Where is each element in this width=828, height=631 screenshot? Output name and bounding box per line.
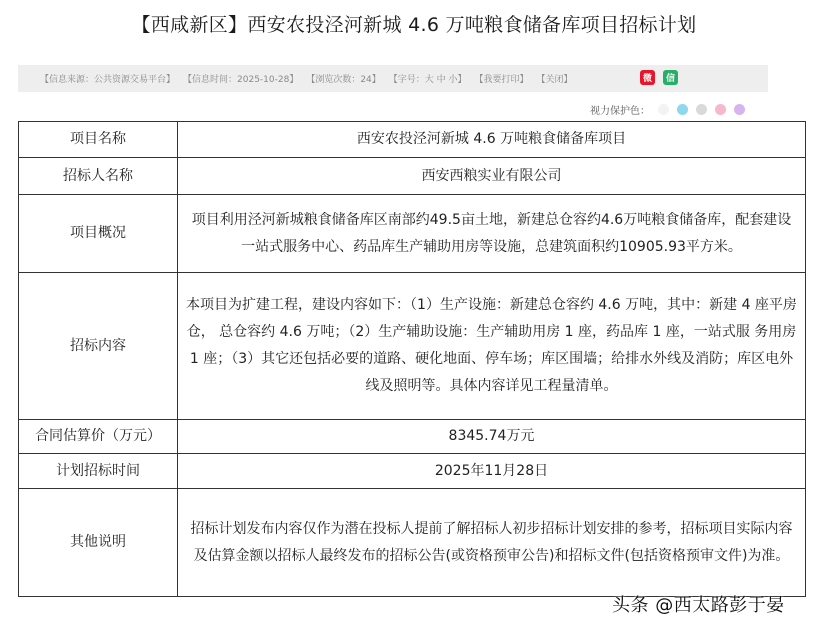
page-title: 【西咸新区】西安农投泾河新城 4.6 万吨粮食储备库项目招标计划 <box>131 14 697 36</box>
table-row <box>19 158 806 195</box>
table-row <box>19 489 806 597</box>
weibo-share-icon[interactable]: 微 <box>640 70 655 85</box>
eye-care-swatch[interactable] <box>734 104 745 115</box>
share-buttons <box>640 70 678 85</box>
info-views: 【浏览次数：24】 <box>306 75 381 85</box>
eye-care-label: 视力保护色： <box>590 106 650 117</box>
row-value: 2025年11月28日 <box>178 454 806 489</box>
wechat-share-icon[interactable]: 信 <box>663 70 678 85</box>
info-source: 【信息来源：公共资源交易平台】 <box>40 75 176 85</box>
eye-care-swatch[interactable] <box>696 104 707 115</box>
row-value: 项目利用泾河新城粮食储备库区南部约49.5亩土地，新建总仓容约4.6万吨粮食储备库，配套建设一站式服务中心、药品库生产辅助用房等设施，总建筑面积约10905.93平方米。 <box>178 195 806 273</box>
eye-care-swatch[interactable] <box>715 104 726 115</box>
close-link[interactable]: 【关闭】 <box>536 75 573 85</box>
row-value: 西安农投泾河新城 4.6 万吨粮食储备库项目 <box>178 122 806 158</box>
row-label: 其他说明 <box>19 489 178 597</box>
row-label: 合同估算价（万元） <box>19 420 178 454</box>
tender-plan-table <box>18 121 806 597</box>
row-label: 招标内容 <box>19 273 178 420</box>
table-row <box>19 195 806 273</box>
eye-care-swatch[interactable] <box>658 104 669 115</box>
table-row <box>19 122 806 158</box>
eye-care-colors <box>590 102 745 117</box>
print-link[interactable]: 【我要打印】 <box>474 75 529 85</box>
row-label: 招标人名称 <box>19 158 178 195</box>
watermark: 头条 @西太路彭于晏 <box>612 595 785 616</box>
table-row <box>19 420 806 454</box>
row-value: 西安西粮实业有限公司 <box>178 158 806 195</box>
row-value: 招标计划发布内容仅作为潜在投标人提前了解招标人初步招标计划安排的参考，招标项目实际内容及估算金额以招标人最终发布的招标公告(或资格预审公告)和招标文件(包括资格预审文件)为准。 <box>178 489 806 597</box>
row-label: 项目名称 <box>19 122 178 158</box>
row-value: 8345.74万元 <box>178 420 806 454</box>
row-value: 本项目为扩建工程，建设内容如下：（1）生产设施：新建总仓容约 4.6 万吨，其中：新建 4 座平房仓， 总仓容约 4.6 万吨；（2）生产辅助设施：生产辅助用房 1 座，药品库 1 座，一站式服 务用房 1 座；（3）其它还包括必要的道路、硬化地面、停车场；库区围墙；给排水外线及消防；库区电外线及照明等。具体内容详见工程量清单。 <box>178 273 806 420</box>
row-label: 计划招标时间 <box>19 454 178 489</box>
table-row <box>19 273 806 420</box>
eye-care-swatch[interactable] <box>677 104 688 115</box>
info-time: 【信息时间：2025-10-28】 <box>183 75 299 85</box>
row-label: 项目概况 <box>19 195 178 273</box>
table-row <box>19 454 806 489</box>
font-size-selector[interactable]: 【字号：大 中 小】 <box>388 75 467 85</box>
